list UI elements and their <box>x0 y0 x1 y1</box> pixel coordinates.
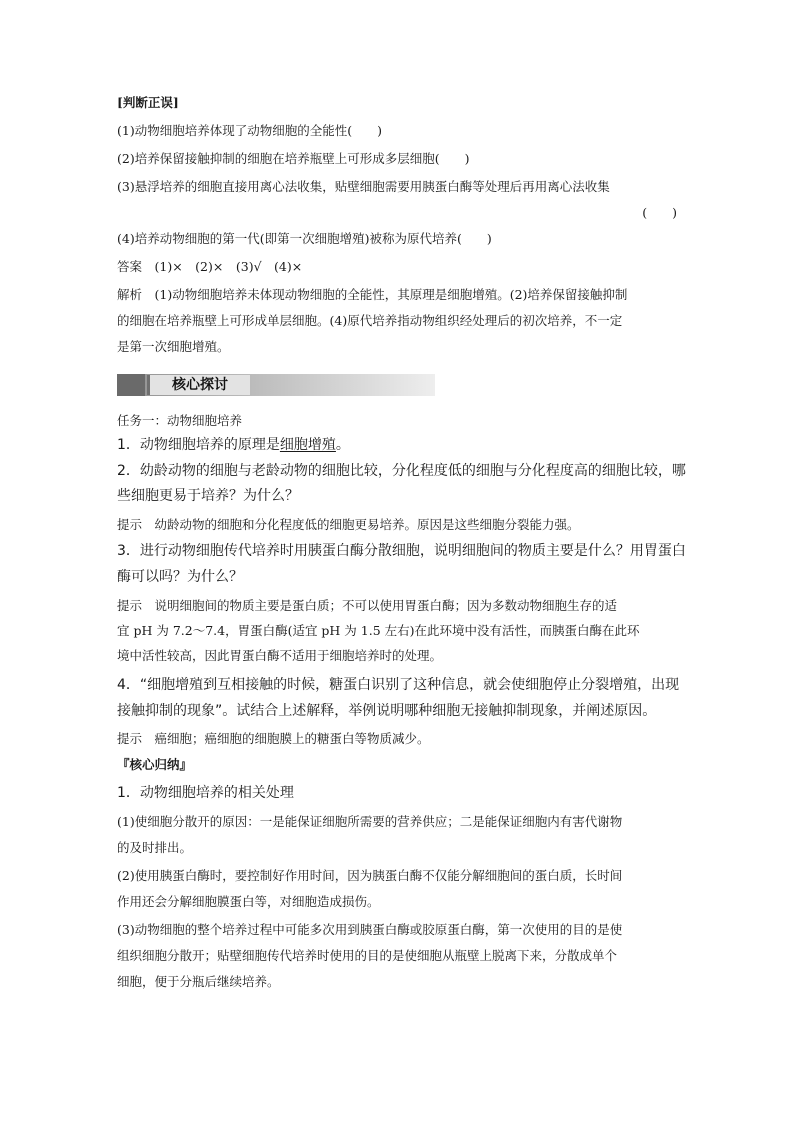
summary-p1-line-2: 的及时排出。 <box>117 840 193 855</box>
task-q1 <box>117 436 350 454</box>
section-title: 核心探讨 <box>147 375 250 395</box>
summary-p3-line-3: 细胞，便于分瓶后继续培养。 <box>117 974 280 989</box>
judge-q2: (2)培养保留接触抑制的细胞在培养瓶壁上可形成多层细胞( ) <box>117 151 470 166</box>
judge-answer: 答案 (1)× (2)× (3)√ (4)× <box>117 259 303 274</box>
banner-stripe <box>117 374 145 396</box>
task-q3-line-1: 3．进行动物细胞传代培养时用胰蛋白酶分散细胞，说明细胞间的物质主要是什么？用胃蛋白 <box>117 543 686 559</box>
task-q1-answer: 细胞增殖 <box>279 437 336 453</box>
summary-p2-line-2: 作用还会分解细胞膜蛋白等，对细胞造成损伤。 <box>117 894 380 909</box>
judge-q3: (3)悬浮培养的细胞直接用离心法收集，贴壁细胞需要用胰蛋白酶等处理后再用离心法收集 <box>117 179 610 194</box>
summary-p3-line-1: (3)动物细胞的整个培养过程中可能多次用到胰蛋白酶或胶原蛋白酶，第一次使用的目的是使 <box>117 922 623 937</box>
task-hint-4: 提示 癌细胞；癌细胞的细胞膜上的糖蛋白等物质减少。 <box>117 731 430 746</box>
task-q1-prefix: 1．动物细胞培养的原理是 <box>117 437 280 453</box>
summary-p2-line-1: (2)使用胰蛋白酶时，要控制好作用时间，因为胰蛋白酶不仅能分解细胞间的蛋白质，长时间 <box>117 868 623 883</box>
section-banner <box>117 374 435 396</box>
task-title: 任务一：动物细胞培养 <box>117 413 243 428</box>
summary-p1-line-1: (1)使细胞分散开的原因：一是能保证细胞所需要的营养供应；二是能保证细胞内有害代谢物 <box>117 814 623 829</box>
task-q3-line-2: 酶可以吗？为什么？ <box>117 569 243 585</box>
task-q2-line-2: 些细胞更易于培养？为什么？ <box>117 488 299 504</box>
judge-analysis-line-1: 解析 (1)动物细胞培养未体现动物细胞的全能性，其原理是细胞增殖。(2)培养保留接触抑制 <box>117 287 628 302</box>
task-hint-3-line-2: 宜 pH 为 7.2～7.4，胃蛋白酶(适宜 pH 为 1.5 左右)在此环境中没有活性，而胰蛋白酶在此环 <box>117 623 640 638</box>
judge-q3-blank: ( ) <box>642 205 677 220</box>
summary-p3-line-2: 组织细胞分散开；贴壁细胞传代培养时使用的目的是使细胞从瓶壁上脱离下来，分散成单个 <box>117 948 618 963</box>
judge-analysis-line-3: 是第一次细胞增殖。 <box>117 339 230 354</box>
judge-analysis-line-2: 的细胞在培养瓶壁上可形成单层细胞。(4)原代培养指动物组织经处理后的初次培养，不一定 <box>117 313 623 328</box>
task-hint-3-line-1: 提示 说明细胞间的物质主要是蛋白质；不可以使用胃蛋白酶；因为多数动物细胞生存的适 <box>117 598 618 613</box>
judge-q4: (4)培养动物细胞的第一代(即第一次细胞增殖)被称为原代培养( ) <box>117 231 492 246</box>
task-q1-suffix: 。 <box>335 437 350 453</box>
task-hint-2: 提示 幼龄动物的细胞和分化程度低的细胞更易培养。原因是这些细胞分裂能力强。 <box>117 517 580 532</box>
task-q4-line-1: 4．“细胞增殖到互相接触的时候，糖蛋白识别了这种信息，就会使细胞停止分裂增殖，出现 <box>117 677 680 693</box>
judge-heading: [判断正误] <box>117 95 179 110</box>
judge-q1: (1)动物细胞培养体现了动物细胞的全能性( ) <box>117 123 382 138</box>
task-q4-line-2: 接触抑制的现象”。试结合上述解释，举例说明哪种细胞无接触抑制现象，并阐述原因。 <box>117 703 657 719</box>
summary-section-1-title: 1．动物细胞培养的相关处理 <box>117 785 294 801</box>
summary-heading: 『核心归纳』 <box>117 757 193 772</box>
task-hint-3-line-3: 境中活性较高，因此胃蛋白酶不适用于细胞培养时的处理。 <box>117 648 443 663</box>
task-q2-line-1: 2．幼龄动物的细胞与老龄动物的细胞比较，分化程度低的细胞与分化程度高的细胞比较，哪 <box>117 463 686 479</box>
